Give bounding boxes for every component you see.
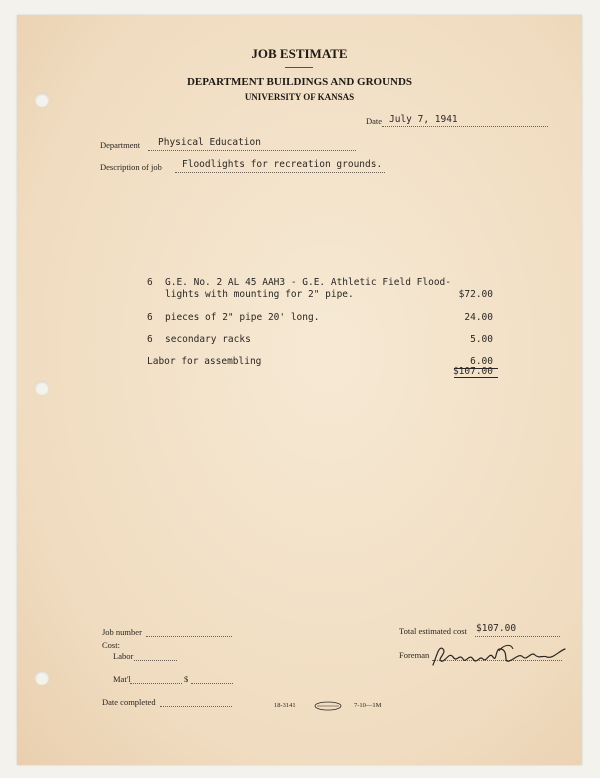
description-value: Floodlights for recreation grounds.	[182, 159, 383, 170]
estimate-sheet	[17, 15, 582, 765]
item-description: G.E. No. 2 AL 45 AAH3 - G.E. Athletic Field Flood-	[165, 277, 451, 288]
form-number: 18-3141	[274, 702, 296, 709]
date-completed-label: Date completed	[102, 697, 156, 707]
matl-label: Mat'l	[113, 674, 131, 684]
title-rule	[285, 67, 313, 68]
department-value: Physical Education	[158, 137, 261, 148]
punch-hole	[35, 671, 49, 685]
total-cost-value: $107.00	[476, 623, 517, 634]
print-code: 7-10—1M	[354, 702, 382, 709]
labor-line	[134, 660, 177, 661]
date-line	[382, 126, 548, 127]
item-qty: 6	[147, 277, 153, 288]
item-description-cont: lights with mounting for 2" pipe.	[165, 289, 354, 300]
dollar-sign: $	[184, 674, 189, 684]
foreman-label: Foreman	[399, 650, 430, 660]
item-amount: 24.00	[464, 312, 493, 323]
job-number-label: Job number	[102, 627, 142, 637]
total-cost-label: Total estimated cost	[399, 626, 467, 636]
job-number-line	[146, 636, 232, 637]
item-amount: $72.00	[458, 289, 493, 300]
description-line	[175, 172, 385, 173]
labor-description: Labor for assembling	[147, 356, 262, 367]
foreman-signature	[429, 637, 569, 673]
department-label: Department	[100, 140, 141, 150]
labor-label: Labor	[113, 651, 134, 661]
cost-label: Cost:	[102, 640, 120, 650]
department-line	[148, 150, 356, 151]
item-description: pieces of 2" pipe 20' long.	[165, 312, 320, 323]
date-label: Date	[366, 116, 383, 126]
date-completed-line	[160, 706, 232, 707]
item-amount: 5.00	[470, 334, 493, 345]
university-name: UNIVERSITY OF KANSAS	[244, 92, 355, 102]
item-amount: 6.00	[470, 356, 493, 367]
union-label-icon	[314, 701, 342, 711]
items-total: $107.00	[452, 366, 493, 377]
item-description: secondary racks	[165, 334, 251, 345]
form-title: JOB ESTIMATE	[251, 46, 348, 61]
matl-amount-line	[191, 683, 233, 684]
date-value: July 7, 1941	[389, 114, 458, 125]
department-heading: DEPARTMENT BUILDINGS AND GROUNDS	[186, 76, 413, 88]
item-qty: 6	[147, 312, 153, 323]
matl-line	[130, 683, 182, 684]
description-label: Description of job	[100, 162, 162, 172]
punch-hole	[35, 381, 49, 395]
total-rule	[454, 377, 498, 378]
item-qty: 6	[147, 334, 153, 345]
